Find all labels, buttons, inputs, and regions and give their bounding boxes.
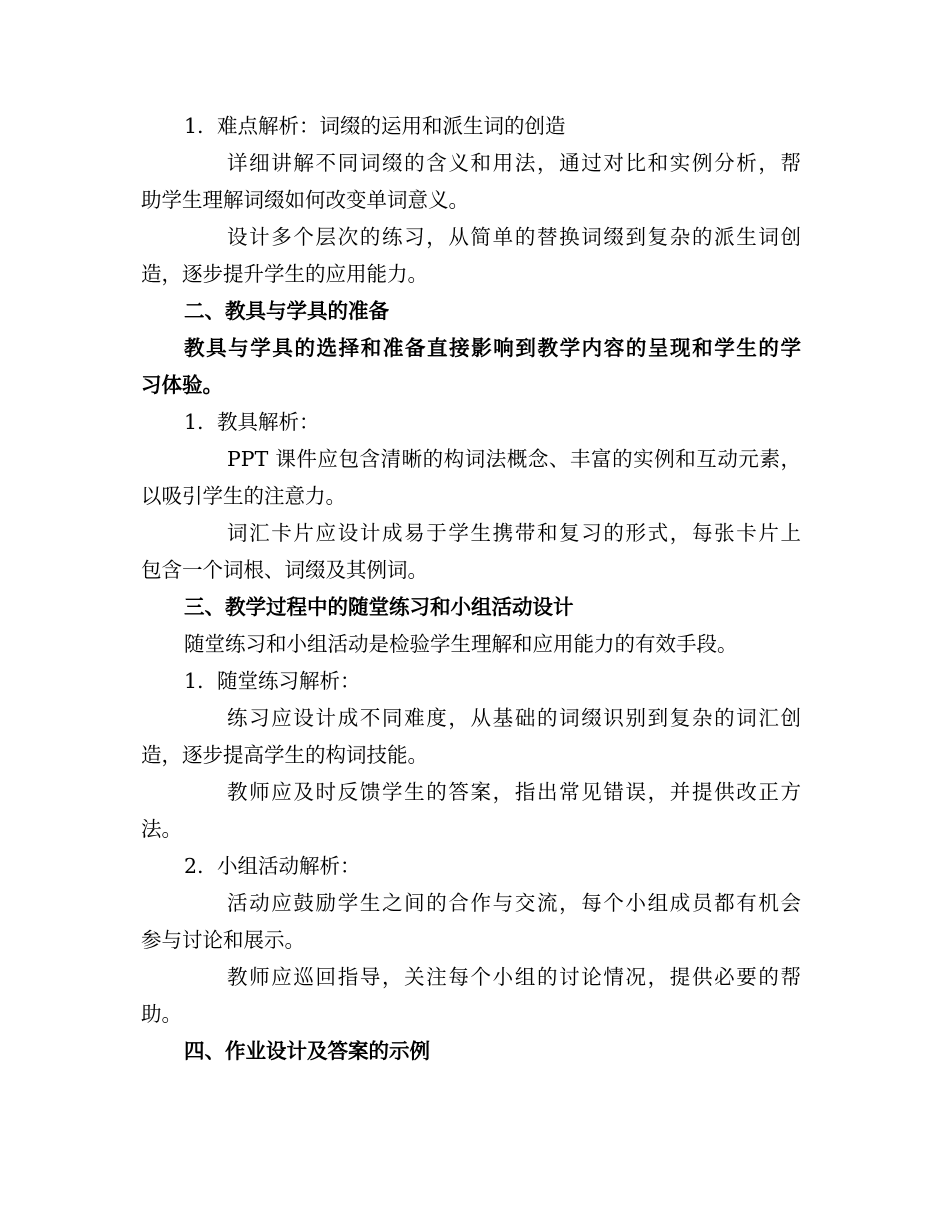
paragraph-line: 详细讲解不同词缀的含义和用法，通过对比和实例分析，帮 (227, 151, 801, 175)
list-item-difficulty (141, 108, 801, 145)
paragraph-line: 造，逐步提升学生的应用能力。 (141, 262, 428, 286)
paragraph-line: 参与讨论和展示。 (141, 928, 305, 952)
list-item-text: 难点解析：词缀的运用和派生词的创造 (217, 114, 566, 138)
list-item-text: 小组活动解析： (217, 854, 361, 878)
paragraph-line: 活动应鼓励学生之间的合作与交流，每个小组成员都有机会 (227, 891, 801, 915)
list-number: 1. (184, 669, 204, 693)
list-item-text: 教具解析： (217, 410, 320, 434)
paragraph-line: 词汇卡片应设计成易于学生携带和复习的形式，每张卡片上 (227, 521, 801, 545)
section-heading-4: 四、作业设计及答案的示例 (184, 1039, 430, 1063)
list-number: 2. (184, 854, 204, 878)
list-item-text: 随堂练习解析： (217, 669, 361, 693)
paragraph-line: 以吸引学生的注意力。 (141, 484, 346, 508)
bold-paragraph-line: 习体验。 (141, 373, 223, 397)
section-heading-2: 二、教具与学具的准备 (184, 299, 389, 323)
section-heading-3: 三、教学过程中的随堂练习和小组活动设计 (184, 595, 574, 619)
list-item-exercises (141, 663, 801, 700)
paragraph-line: 助学生理解词缀如何改变单词意义。 (141, 188, 469, 212)
list-item-teaching-aids (141, 404, 801, 441)
paragraph-line: 助。 (141, 1002, 182, 1026)
list-item-group-activity (141, 848, 801, 885)
paragraph-line: 设计多个层次的练习，从简单的替换词缀到复杂的派生词创 (227, 225, 801, 249)
list-number: 1. (184, 114, 204, 138)
paragraph-line: 法。 (141, 817, 182, 841)
paragraph-line: 教师应巡回指导，关注每个小组的讨论情况，提供必要的帮 (227, 965, 801, 989)
list-number: 1. (184, 410, 204, 434)
paragraph-line: 包含一个词根、词缀及其例词。 (141, 558, 428, 582)
paragraph-line: 练习应设计成不同难度，从基础的词缀识别到复杂的词汇创 (227, 706, 801, 730)
document-body (141, 108, 801, 1070)
paragraph-line: 随堂练习和小组活动是检验学生理解和应用能力的有效手段。 (184, 632, 738, 656)
paragraph-line: 教师应及时反馈学生的答案，指出常见错误，并提供改正方 (227, 780, 801, 804)
paragraph-line: PPT 课件应包含清晰的构词法概念、丰富的实例和互动元素， (227, 447, 801, 471)
paragraph-line: 造，逐步提高学生的构词技能。 (141, 743, 428, 767)
bold-paragraph-line: 教具与学具的选择和准备直接影响到教学内容的呈现和学生的学 (184, 336, 801, 360)
